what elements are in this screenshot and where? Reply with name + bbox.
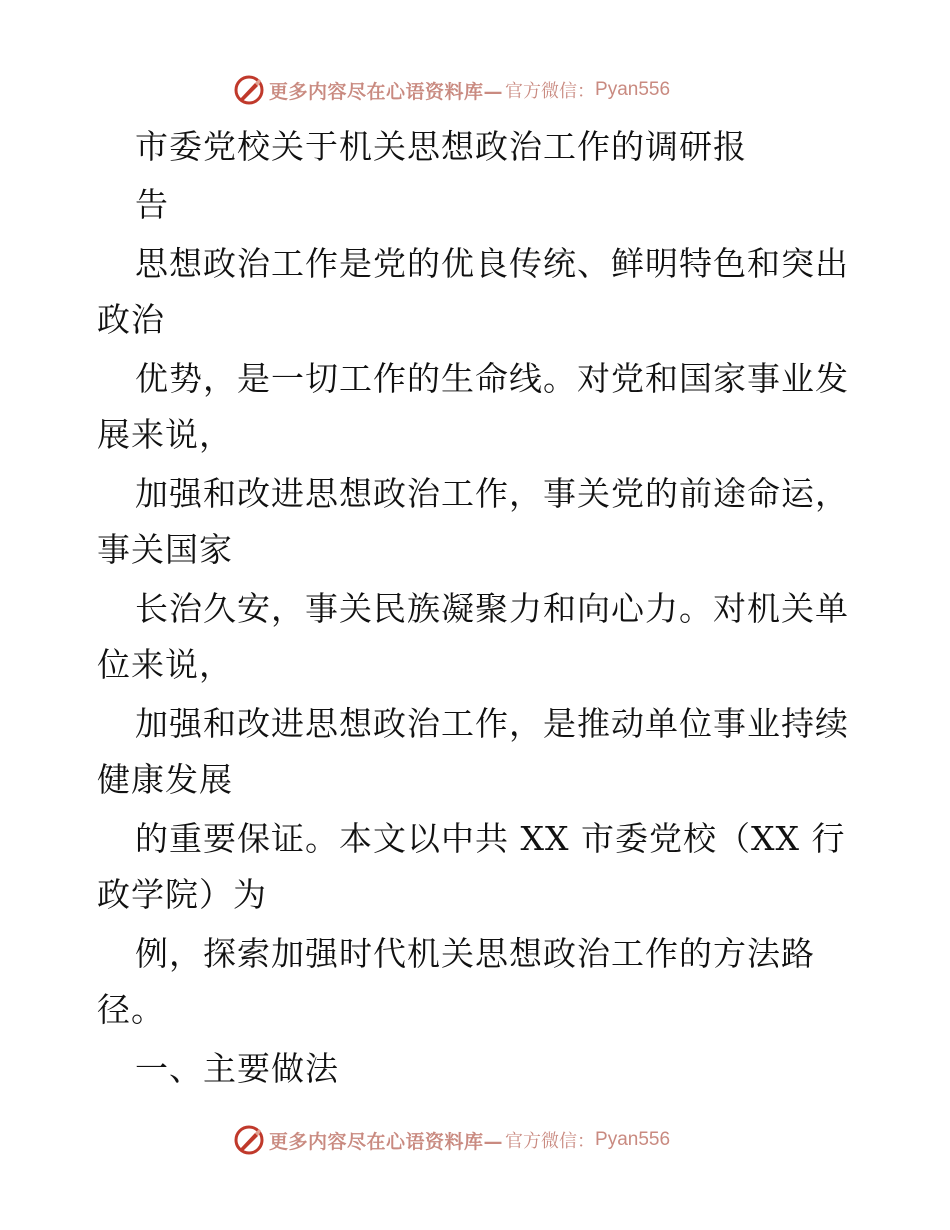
paragraph-line: 优势，是一切工作的生命线。对党和国家事业发 xyxy=(135,359,849,398)
banner-wechat-id: Pyan556 xyxy=(595,79,671,100)
section-heading: 一、主要做法 xyxy=(135,1049,339,1088)
paragraph-line: 政治 xyxy=(97,300,165,339)
paragraph-line: 例，探索加强时代机关思想政治工作的方法路 xyxy=(135,934,815,973)
footer-watermark-banner xyxy=(233,1121,670,1159)
paragraph-line: 加强和改进思想政治工作，是推动单位事业持续 xyxy=(135,704,849,743)
paragraph-line: 长治久安，事关民族凝聚力和向心力。对机关单 xyxy=(135,589,849,628)
paragraph-line: 政学院）为 xyxy=(97,875,267,914)
paragraph-line: 展来说， xyxy=(97,415,233,454)
paragraph-line: 位来说， xyxy=(97,645,233,684)
document-title-line-1: 市委党校关于机关思想政治工作的调研报 xyxy=(135,127,747,166)
banner-wechat-label: 官方微信： xyxy=(505,81,596,102)
document-title-line-2: 告 xyxy=(135,185,169,224)
paragraph-line: 加强和改进思想政治工作，事关党的前途命运， xyxy=(135,474,849,513)
pen-logo-icon xyxy=(233,74,265,106)
banner-text: 更多内容尽在心语资料库— xyxy=(269,1130,504,1153)
paragraph-line: 的重要保证。本文以中共 XX 市委党校（XX 行 xyxy=(135,819,846,858)
banner-text: 更多内容尽在心语资料库— xyxy=(269,80,504,103)
pen-logo-icon xyxy=(233,1124,265,1156)
paragraph-line: 思想政治工作是党的优良传统、鲜明特色和突出 xyxy=(135,244,849,283)
paragraph-line: 事关国家 xyxy=(97,530,233,569)
paragraph-line: 健康发展 xyxy=(97,760,233,799)
header-watermark-banner xyxy=(233,71,670,109)
paragraph-line: 径。 xyxy=(97,990,165,1029)
banner-wechat-id: Pyan556 xyxy=(595,1129,671,1150)
banner-wechat-label: 官方微信： xyxy=(505,1131,596,1152)
